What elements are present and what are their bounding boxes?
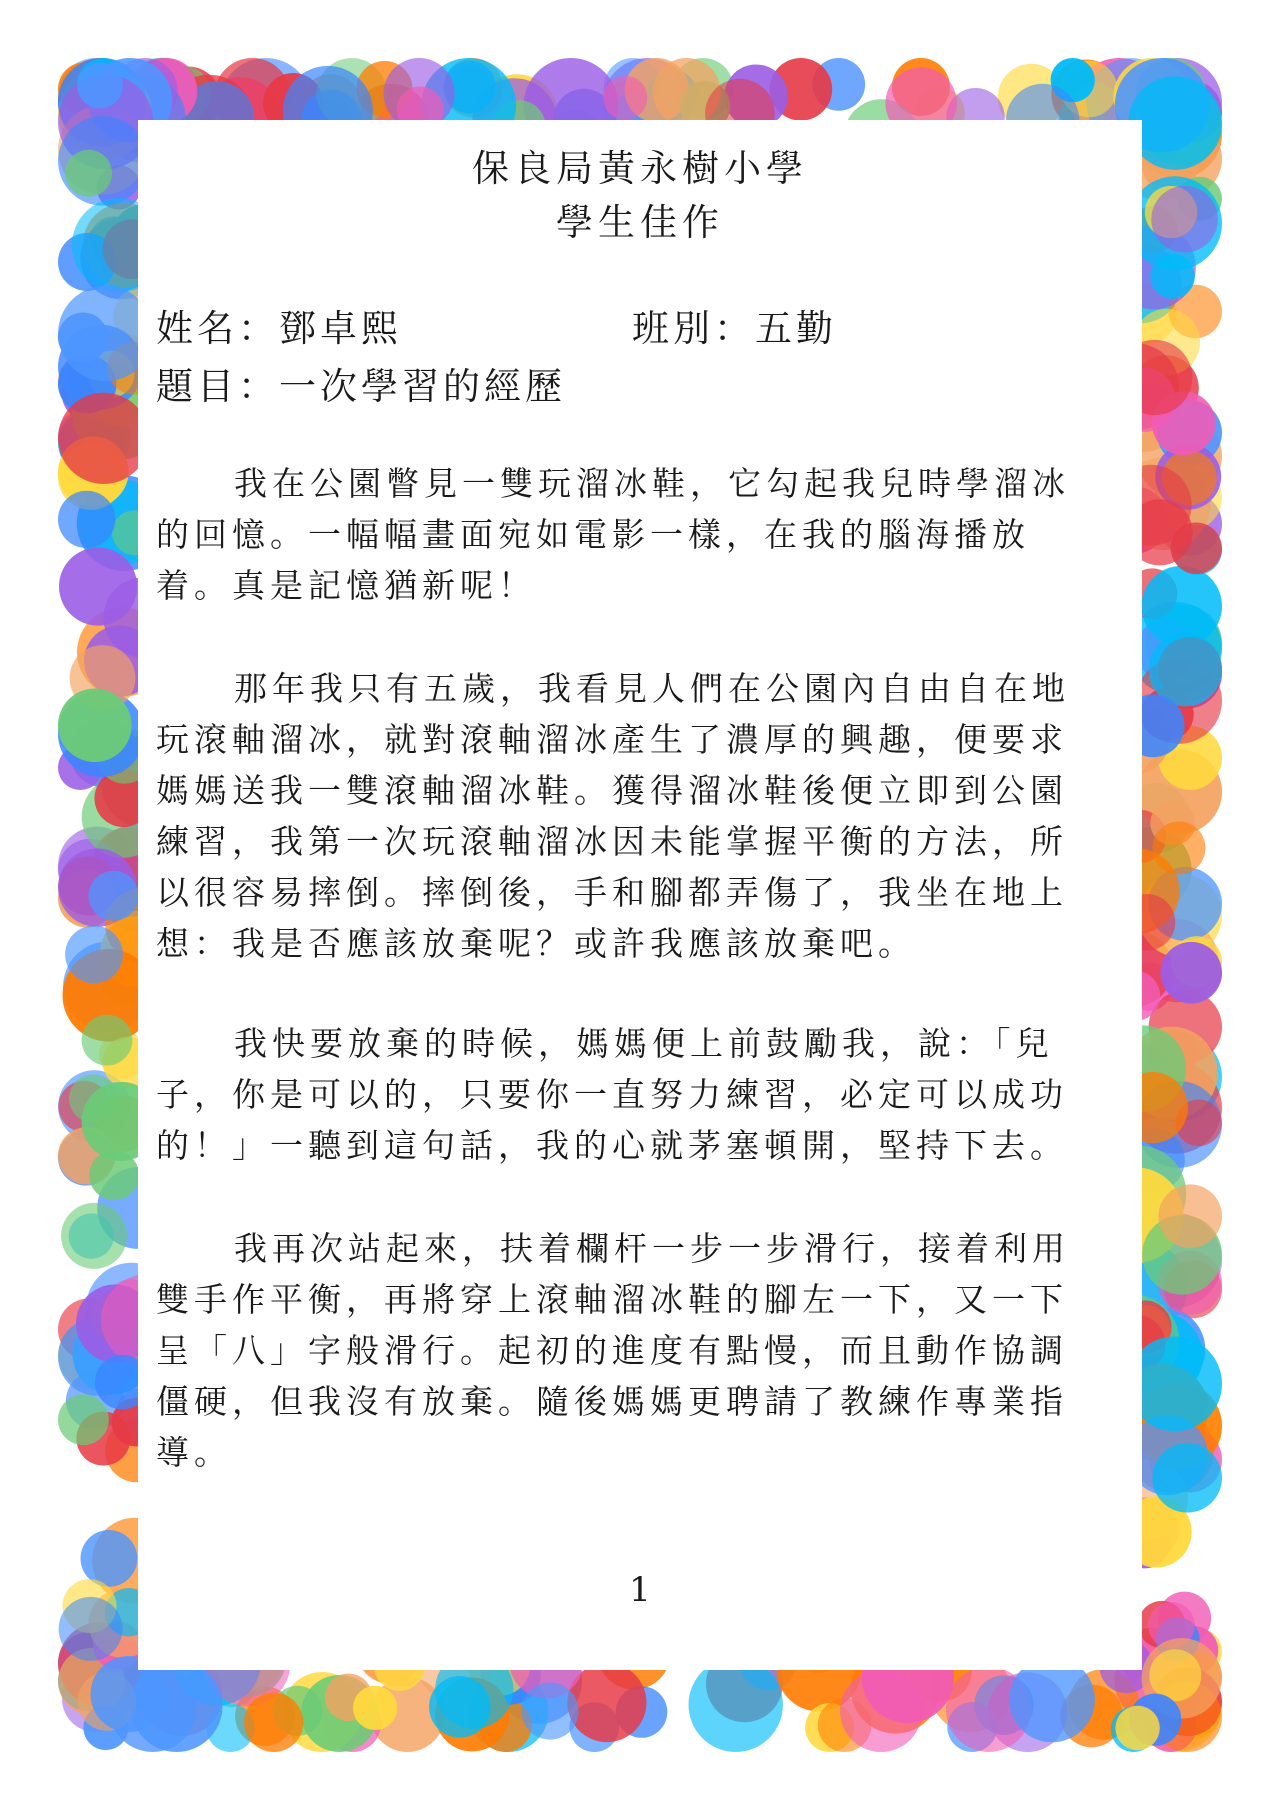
border-dot bbox=[1160, 942, 1222, 1004]
border-dot bbox=[58, 689, 132, 763]
content-panel bbox=[138, 120, 1142, 1670]
topic-label: 題目： bbox=[156, 365, 279, 408]
border-dot bbox=[81, 1530, 138, 1587]
topic-row bbox=[156, 356, 566, 410]
border-dot bbox=[1115, 1706, 1159, 1750]
border-dot bbox=[521, 1682, 578, 1739]
document-subtitle: 學生佳作 bbox=[556, 201, 724, 244]
school-name: 保良局黃永樹小學 bbox=[472, 147, 808, 190]
essay-paragraph: 我再次站起來，扶着欄杆一步一步滑行，接着利用雙手作平衡，再將穿上滾軸溜冰鞋的腳左一下，又一下呈「八」字般滑行。起初的進度有點慢，而且動作協調僵硬，但我沒有放棄。隨後媽媽更聘請了教練作專業指導。 bbox=[156, 1229, 1070, 1472]
essay-paragraph: 我快要放棄的時候，媽媽便上前鼓勵我，說：「兒子，你是可以的，只要你一直努力練習，必定可以成功的！」一聽到這句話，我的心就茅塞頓開，堅持下去。 bbox=[156, 1024, 1068, 1165]
border-dot bbox=[58, 491, 115, 548]
border-dot bbox=[59, 547, 137, 625]
border-dot bbox=[1128, 76, 1222, 170]
border-dot bbox=[603, 76, 647, 120]
border-dot bbox=[58, 393, 149, 484]
name-label: 姓名： bbox=[156, 307, 279, 350]
topic-value: 一次學習的經歷 bbox=[279, 365, 566, 408]
border-dot bbox=[1158, 1184, 1222, 1248]
border-dot bbox=[58, 1394, 109, 1445]
border-dot bbox=[69, 1074, 117, 1122]
border-dot bbox=[1152, 1443, 1222, 1513]
student-name-row bbox=[156, 298, 402, 352]
class-value: 五勤 bbox=[755, 307, 837, 350]
border-dot bbox=[840, 1670, 922, 1752]
border-dot bbox=[353, 1686, 397, 1730]
border-dot bbox=[244, 1693, 303, 1752]
border-dot bbox=[89, 871, 139, 921]
name-value: 鄧卓熙 bbox=[279, 307, 402, 350]
border-dot bbox=[65, 150, 112, 197]
class-label: 班別： bbox=[632, 307, 755, 350]
essay-paragraph: 我在公園瞥見一雙玩溜冰鞋，它勾起我兒時學溜冰的回憶。一幅幅畫面宛如電影一樣，在我的腦海播放着。真是記憶猶新呢！ bbox=[156, 464, 1070, 605]
border-dot bbox=[82, 1015, 133, 1066]
border-dot bbox=[1149, 1649, 1201, 1701]
class-row bbox=[632, 298, 837, 352]
border-dot bbox=[1171, 523, 1222, 574]
essay-paragraph: 那年我只有五歲，我看見人們在公園內自由自在地玩滾軸溜冰，就對滾軸溜冰產生了濃厚的興趣，便要求媽媽送我一雙滾軸溜冰鞋。獲得溜冰鞋後便立即到公園練習，我第一次玩滾軸溜冰因未能掌握平衡的方法，所以很容易摔倒。摔倒後，手和腳都弄傷了，我坐在地上想：我是否應該放棄呢？或許我應該放棄吧。 bbox=[156, 669, 1070, 963]
border-dot bbox=[61, 1203, 127, 1269]
border-dot bbox=[58, 313, 108, 363]
page-number: 1 bbox=[629, 1570, 651, 1610]
border-dot bbox=[65, 926, 123, 984]
border-dot bbox=[59, 1597, 123, 1661]
border-dot bbox=[689, 1658, 783, 1752]
border-dot bbox=[429, 1676, 491, 1738]
border-dot bbox=[1151, 186, 1218, 253]
border-dot bbox=[1153, 822, 1206, 875]
border-dot bbox=[77, 63, 123, 109]
